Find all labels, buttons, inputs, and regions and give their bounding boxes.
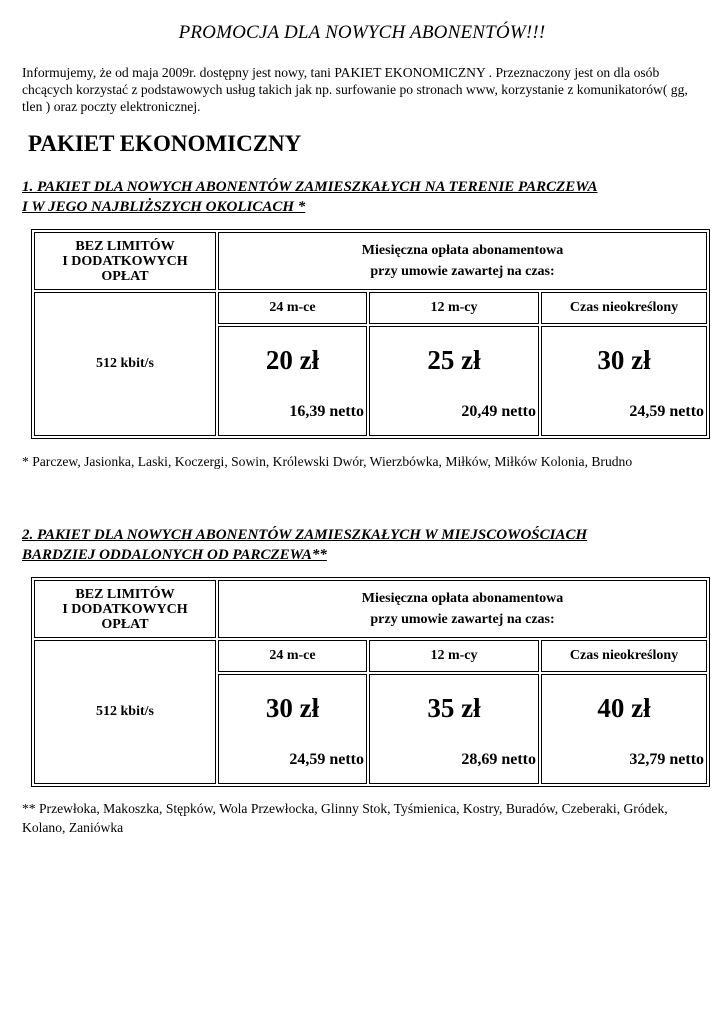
- no-limits-line1: BEZ LIMITÓW: [75, 238, 175, 254]
- no-limits-line3: OPŁAT: [101, 268, 149, 284]
- section-1-heading-line1: 1. PAKIET DLA NOWYCH ABONENTÓW ZAMIESZKAŁYCH NA TERENIE PARCZEWA: [22, 179, 598, 195]
- gross-price: 30 zł: [597, 345, 651, 375]
- gross-price: 25 zł: [427, 345, 481, 375]
- price-cell-12-months: [369, 674, 539, 784]
- net-price: 24,59 netto: [629, 403, 705, 420]
- no-limits-line2: I DODATKOWYCH: [62, 253, 188, 269]
- monthly-fee-line2: przy umowie zawartej na czas:: [370, 612, 555, 627]
- period-24-months: 24 m-ce: [218, 292, 367, 324]
- gross-price: 30 zł: [265, 693, 320, 723]
- period-12-months: 12 m-cy: [369, 640, 539, 672]
- no-limits-cell: [34, 232, 216, 290]
- period-24-months: 24 m-ce: [218, 640, 367, 672]
- package-title: PAKIET EKONOMICZNY: [28, 131, 302, 156]
- section-1-footnote: * Parczew, Jasionka, Laski, Koczergi, Sowin, Królewski Dwór, Wierzbówka, Miłków, Miłków Kolonia, Brudno: [22, 454, 633, 469]
- no-limits-cell: [34, 580, 216, 638]
- section-2-heading-line2: BARDZIEJ ODDALONYCH OD PARCZEWA**: [22, 547, 327, 563]
- speed-cell: 512 kbit/s: [34, 292, 216, 436]
- no-limits-line2: I DODATKOWYCH: [62, 601, 188, 617]
- net-price: 28,69 netto: [461, 751, 536, 768]
- gross-price: 35 zł: [427, 693, 481, 723]
- period-12-months: 12 m-cy: [369, 292, 539, 324]
- section-1-price-table: [31, 229, 710, 439]
- period-indefinite: Czas nieokreślony: [541, 292, 707, 324]
- net-price: 24,59 netto: [289, 751, 364, 768]
- price-cell-indefinite: [541, 326, 707, 436]
- no-limits-line3: OPŁAT: [101, 616, 149, 632]
- section-1-heading-line2: I W JEGO NAJBLIŻSZYCH OKOLICACH *: [22, 199, 306, 215]
- monthly-fee-header: [218, 232, 707, 290]
- section-2-heading: [22, 525, 712, 565]
- section-2-heading-line1: 2. PAKIET DLA NOWYCH ABONENTÓW ZAMIESZKAŁYCH W MIEJSCOWOŚCIACH: [22, 527, 588, 543]
- period-indefinite: Czas nieokreślony: [541, 640, 707, 672]
- page-title: PROMOCJA DLA NOWYCH ABONENTÓW!!!: [178, 22, 546, 43]
- section-2-footnote: ** Przewłoka, Makoszka, Stępków, Wola Przewłocka, Glinny Stok, Tyśmienica, Kostry, Buradów, Czeberaki, Gródek, Kolano, Zaniówka: [22, 801, 668, 835]
- price-cell-indefinite: [541, 674, 707, 784]
- net-price: 16,39 netto: [289, 403, 364, 420]
- section-1-heading: [22, 177, 712, 217]
- gross-price: 40 zł: [597, 693, 651, 723]
- speed-cell: 512 kbit/s: [34, 640, 216, 784]
- price-cell-24-months: [218, 326, 367, 436]
- no-limits-line1: BEZ LIMITÓW: [75, 586, 175, 602]
- price-cell-24-months: [218, 674, 367, 784]
- monthly-fee-line1: Miesięczna opłata abonamentowa: [361, 243, 564, 258]
- section-2-price-table: [31, 577, 710, 787]
- monthly-fee-line2: przy umowie zawartej na czas:: [370, 264, 555, 279]
- monthly-fee-header: [218, 580, 707, 638]
- price-cell-12-months: [369, 326, 539, 436]
- net-price: 32,79 netto: [629, 751, 705, 768]
- monthly-fee-line1: Miesięczna opłata abonamentowa: [361, 591, 564, 606]
- gross-price: 20 zł: [265, 345, 320, 375]
- net-price: 20,49 netto: [461, 403, 536, 420]
- intro-paragraph: Informujemy, że od maja 2009r. dostępny jest nowy, tani PAKIET EKONOMICZNY . Przeznaczony jest on dla osób chcących korzystać z podstawowych usług takich jak np. surfowanie po stronach www, korzystanie z komunikatorów( gg, tlen ) oraz poczty elektronicznej.: [22, 65, 688, 114]
